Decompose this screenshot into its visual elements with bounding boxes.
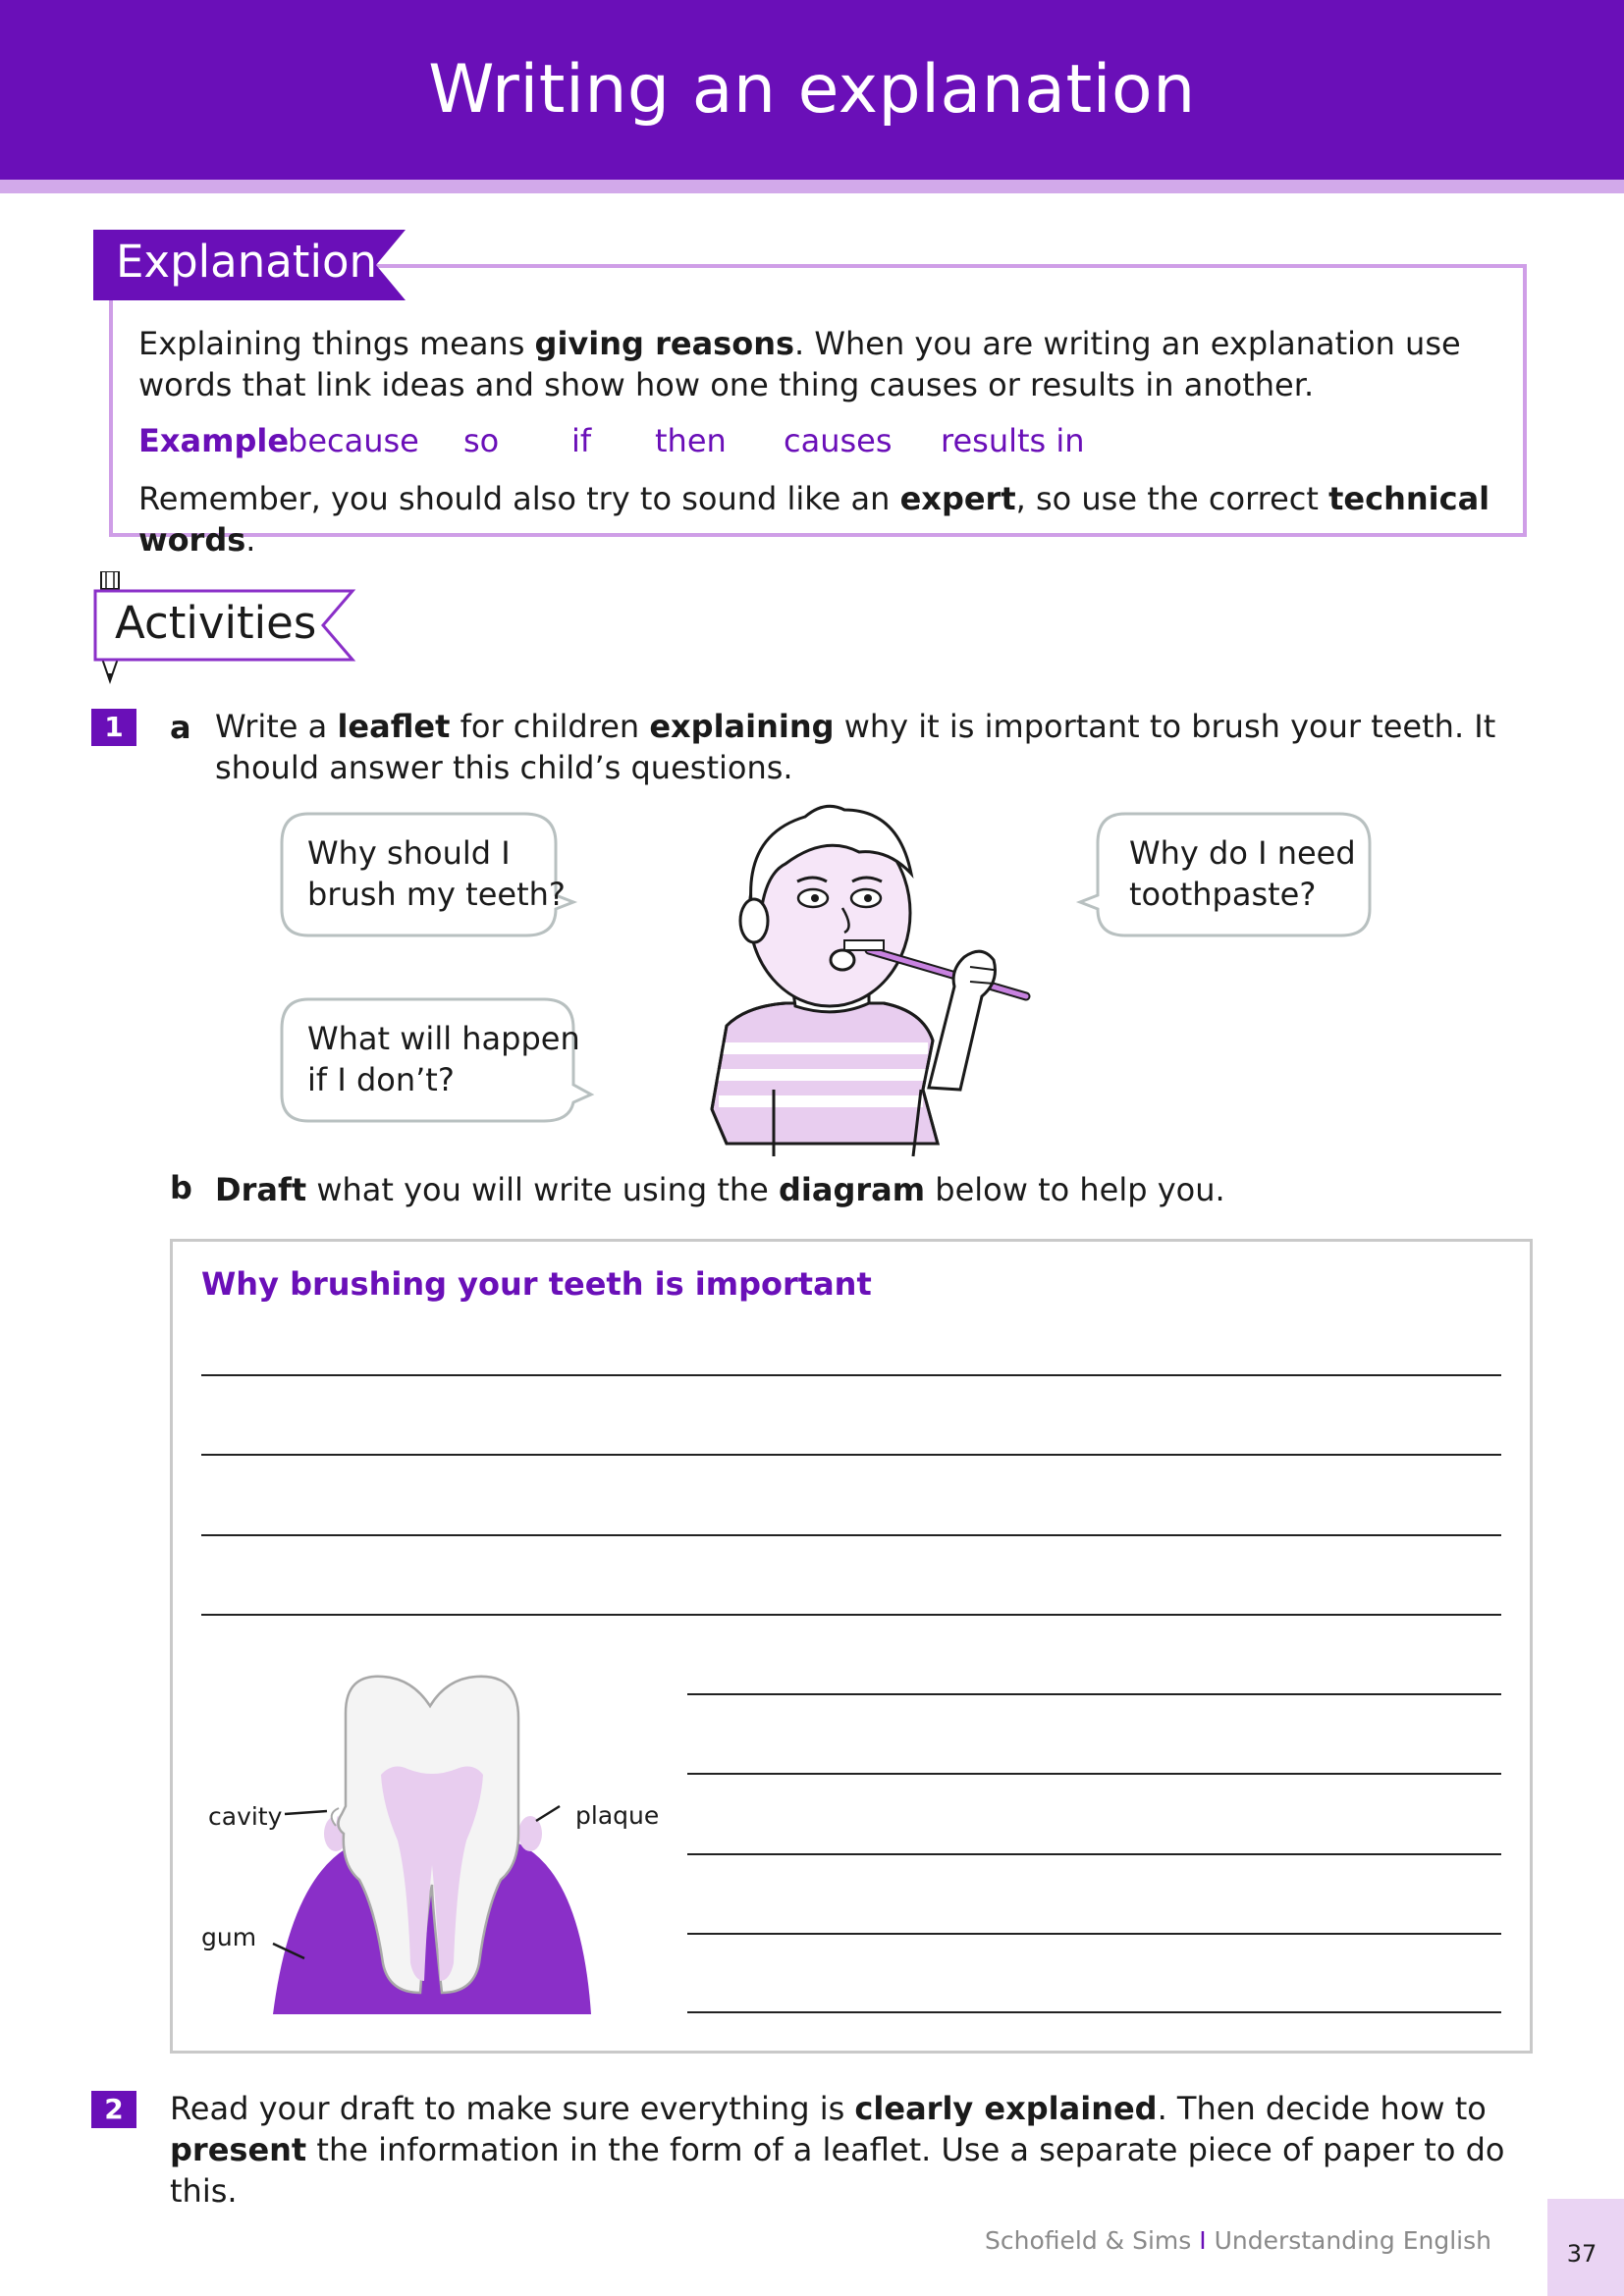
tooth-diagram	[265, 1669, 609, 2022]
question-part-b: b	[170, 1169, 192, 1206]
example-word: results in	[941, 422, 1085, 459]
page-title: Writing an explanation	[428, 51, 1196, 129]
writing-line[interactable]	[687, 1853, 1501, 1855]
explanation-paragraph: Explaining things means giving reasons. When you are writing an explanation use words that link ideas and show how one thing causes or results in another.	[138, 325, 1461, 403]
activities-heading: Activities	[115, 597, 317, 649]
writing-line[interactable]	[201, 1534, 1501, 1536]
question-number-2: 2	[91, 2091, 136, 2128]
gum-label: gum	[201, 1923, 257, 1951]
expert-tip: Remember, you should also try to sound like an expert, so use the correct technical words.	[138, 480, 1490, 559]
writing-line[interactable]	[687, 1693, 1501, 1695]
example-label: Example	[138, 422, 290, 459]
boy-brushing-teeth-illustration	[687, 795, 1051, 1158]
example-word: so	[463, 422, 500, 459]
explanation-heading: Explanation	[116, 236, 378, 288]
footer-credit: Schofield & Sims I Understanding English	[985, 2226, 1491, 2255]
bubble-2-text: What will happen if I don’t?	[307, 1020, 580, 1098]
example-word: then	[655, 422, 727, 459]
question-part-a: a	[170, 709, 191, 746]
plaque-label: plaque	[575, 1801, 660, 1830]
writing-line[interactable]	[687, 2011, 1501, 2013]
example-word: if	[571, 422, 592, 459]
writing-line[interactable]	[201, 1374, 1501, 1376]
writing-line[interactable]	[201, 1614, 1501, 1616]
cavity-label: cavity	[208, 1802, 283, 1831]
question-1a-text: Write a leaflet for children explaining why it is important to brush your teeth. It should answer this child’s questions.	[215, 708, 1496, 786]
header-strip	[0, 180, 1624, 193]
writing-line[interactable]	[687, 1773, 1501, 1775]
example-line	[138, 422, 1503, 463]
bubble-3-text: Why do I need toothpaste?	[1129, 834, 1356, 913]
question-2-text: Read your draft to make sure everything is clearly explained. Then decide how to present the information in the form of a leaflet. Use a separate piece of paper to do this.	[170, 2090, 1505, 2210]
question-number-1: 1	[91, 709, 136, 746]
example-word: because	[288, 422, 419, 459]
example-word: causes	[784, 422, 893, 459]
question-1b-text: Draft what you will write using the diagram below to help you.	[215, 1171, 1225, 1208]
writing-line[interactable]	[201, 1454, 1501, 1456]
page-number: 37	[1566, 2240, 1597, 2268]
writing-line[interactable]	[687, 1933, 1501, 1935]
draft-title: Why brushing your teeth is important	[201, 1265, 872, 1303]
bubble-1-text: Why should I brush my teeth?	[307, 834, 566, 913]
